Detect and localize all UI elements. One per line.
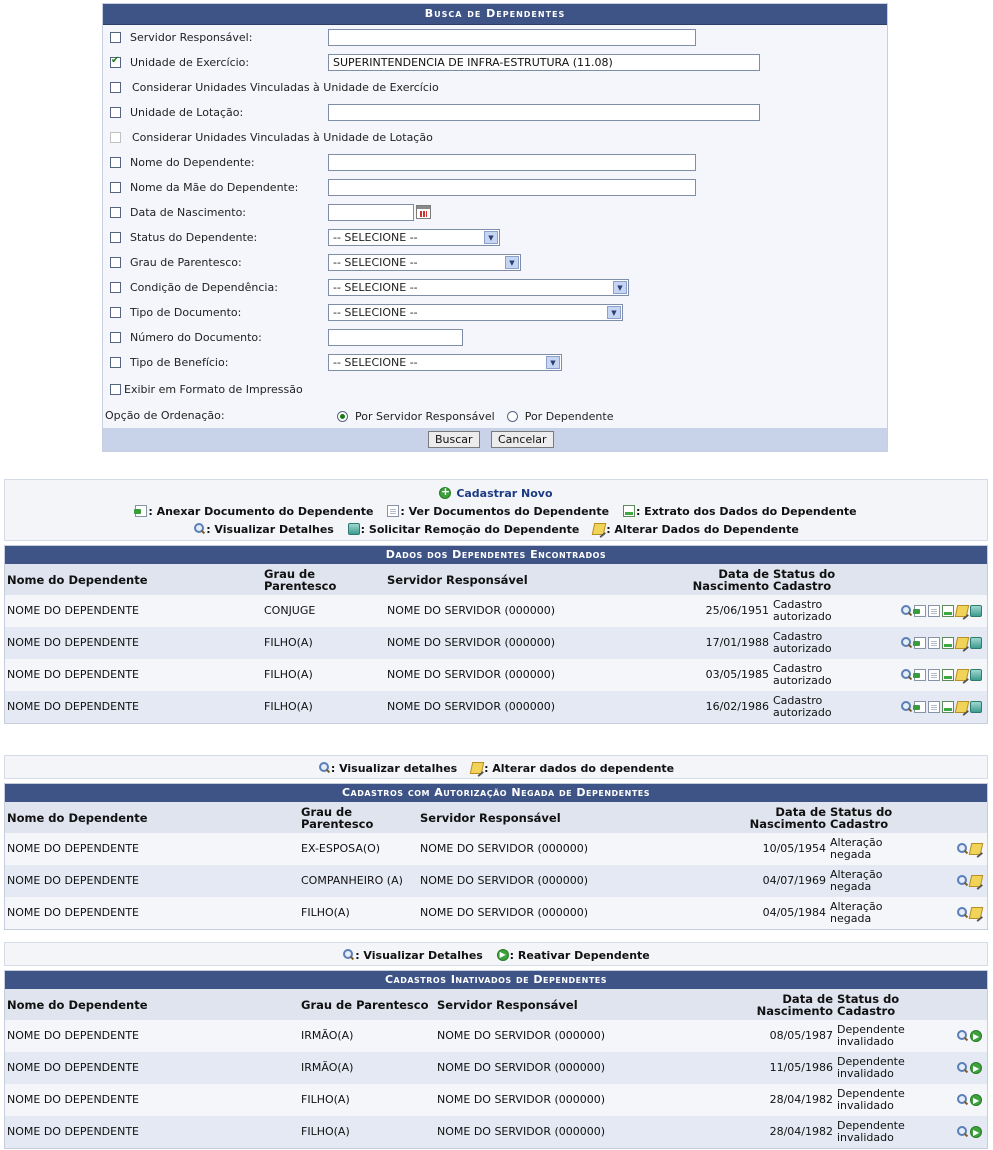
- magnifier-icon[interactable]: [956, 1126, 968, 1138]
- col-status: Status do Cadastro: [835, 989, 945, 1020]
- cell-servidor: NOME DO SERVIDOR (000000): [435, 1052, 735, 1084]
- reactivate-arrow-icon[interactable]: [970, 1094, 982, 1106]
- reactivate-arrow-icon[interactable]: [970, 1126, 982, 1138]
- row-vinc-exercicio: [110, 77, 439, 97]
- legend-line-1: [5, 505, 987, 518]
- table-header-row: [5, 564, 987, 595]
- cell-servidor: NOME DO SERVIDOR (000000): [385, 595, 685, 627]
- cell-nome: NOME DO DEPENDENTE: [5, 595, 262, 627]
- table-row: [5, 1020, 987, 1052]
- magnifier-icon[interactable]: [900, 669, 912, 681]
- cell-status: Cadastro autorizado: [771, 691, 871, 723]
- document-icon[interactable]: [928, 605, 940, 617]
- cell-servidor: NOME DO SERVIDOR (000000): [435, 1020, 735, 1052]
- servidor-label: Servidor Responsável:: [130, 30, 253, 44]
- trash-icon[interactable]: [970, 637, 982, 649]
- numero-doc-input[interactable]: [328, 329, 463, 346]
- condicao-select[interactable]: [328, 279, 629, 296]
- table-row: [5, 897, 987, 929]
- table-header-row: [5, 989, 987, 1020]
- status-select-value: -- SELECIONE --: [333, 231, 418, 244]
- row-actions: [945, 1052, 987, 1084]
- legend-ver-docs-text: : Ver Documentos do Dependente: [400, 505, 610, 518]
- table-row: [5, 1084, 987, 1116]
- col-data: Data de Nascimento: [685, 564, 771, 595]
- cell-grau: FILHO(A): [262, 691, 385, 723]
- legend2-alterar: [471, 762, 674, 775]
- tipo-doc-label: Tipo de Documento:: [130, 305, 242, 319]
- legend-anexar: [135, 505, 373, 518]
- reactivate-arrow-icon: [497, 949, 509, 961]
- legend3-reativar-text: : Reativar Dependente: [509, 949, 650, 962]
- dependentes-grid: [5, 564, 987, 723]
- cell-data: 17/01/1988: [685, 627, 771, 659]
- row-impressao: [110, 379, 303, 399]
- tipo-beneficio-select-value: -- SELECIONE --: [333, 356, 418, 369]
- legend-remocao-text: : Solicitar Remoção do Dependente: [360, 523, 580, 536]
- legend2-alterar-text: : Alterar dados do dependente: [484, 762, 675, 775]
- inativados-table-title: Cadastros Inativados de Dependentes: [5, 971, 987, 989]
- impressao-label: Exibir em Formato de Impressão: [124, 382, 303, 396]
- condicao-select-value: -- SELECIONE --: [333, 281, 418, 294]
- ordenacao-servidor-label: Por Servidor Responsável: [355, 409, 495, 423]
- magnifier-icon: [193, 523, 205, 535]
- col-acoes: [928, 802, 987, 833]
- cell-servidor: NOME DO SERVIDOR (000000): [418, 897, 728, 929]
- cell-grau: EX-ESPOSA(O): [299, 833, 418, 865]
- trash-icon[interactable]: [970, 701, 982, 713]
- nome-dependente-checkbox[interactable]: [110, 157, 121, 168]
- servidor-checkbox[interactable]: [110, 32, 121, 43]
- cell-status: Alteração negada: [828, 833, 928, 865]
- cell-grau: FILHO(A): [262, 627, 385, 659]
- attach-document-icon: [135, 505, 147, 517]
- tipo-doc-checkbox[interactable]: [110, 307, 121, 318]
- row-actions: [928, 897, 987, 929]
- statement-icon[interactable]: [942, 701, 954, 713]
- nome-mae-label: Nome da Mãe do Dependente:: [130, 180, 299, 194]
- edit-icon[interactable]: [969, 875, 984, 887]
- legend-ver-docs: [387, 505, 609, 518]
- row-nome-mae: [110, 177, 298, 197]
- cell-data: 28/04/1982: [735, 1084, 835, 1116]
- cell-status: Dependente invalidado: [835, 1020, 945, 1052]
- cell-grau: COMPANHEIRO (A): [299, 865, 418, 897]
- search-footer: [103, 428, 887, 451]
- cell-nome: NOME DO DEPENDENTE: [5, 1116, 299, 1148]
- vinc-lotacao-checkbox[interactable]: [110, 132, 121, 143]
- row-servidor: [110, 27, 252, 47]
- col-nome: Nome do Dependente: [5, 989, 299, 1020]
- negados-table-title: Cadastros com Autorização Negada de Dependentes: [5, 784, 987, 802]
- magnifier-icon[interactable]: [956, 843, 968, 855]
- document-icon: [387, 505, 399, 517]
- legend-visualizar-text: : Visualizar Detalhes: [206, 523, 334, 536]
- legend-extrato: [623, 505, 857, 518]
- row-actions: [871, 627, 987, 659]
- cell-grau: IRMÃO(A): [299, 1020, 435, 1052]
- magnifier-icon: [342, 949, 354, 961]
- cell-status: Alteração negada: [828, 865, 928, 897]
- search-panel-title: Busca de Dependentes: [103, 4, 887, 25]
- col-grau: Grau de Parentesco: [262, 564, 385, 595]
- cell-data: 16/02/1986: [685, 691, 771, 723]
- inativados-grid: [5, 989, 987, 1148]
- cell-data: 04/07/1969: [728, 865, 828, 897]
- legend2-visualizar-text: : Visualizar detalhes: [330, 762, 458, 775]
- ordenacao-dependente-radio[interactable]: [507, 411, 518, 422]
- data-nascimento-label: Data de Nascimento:: [130, 205, 247, 219]
- tipo-doc-select-value: -- SELECIONE --: [333, 306, 418, 319]
- data-nascimento-input[interactable]: [328, 204, 414, 221]
- legend-new-line: [5, 487, 987, 500]
- cell-grau: IRMÃO(A): [299, 1052, 435, 1084]
- legend-anexar-text: : Anexar Documento do Dependente: [148, 505, 374, 518]
- table-row: [5, 1052, 987, 1084]
- row-actions: [928, 833, 987, 865]
- unidade-exercicio-checkbox[interactable]: [110, 57, 121, 68]
- magnifier-icon[interactable]: [900, 701, 912, 713]
- cell-data: 28/04/1982: [735, 1116, 835, 1148]
- unidade-exercicio-input[interactable]: SUPERINTENDENCIA DE INFRA-ESTRUTURA (11.08): [328, 54, 760, 71]
- numero-doc-checkbox[interactable]: [110, 332, 121, 343]
- cell-nome: NOME DO DEPENDENTE: [5, 1084, 299, 1116]
- cell-nome: NOME DO DEPENDENTE: [5, 897, 299, 929]
- cell-status: Dependente invalidado: [835, 1116, 945, 1148]
- condicao-checkbox[interactable]: [110, 282, 121, 293]
- impressao-checkbox[interactable]: [110, 384, 121, 395]
- edit-icon: [470, 762, 485, 774]
- row-unidade-lotacao: [110, 102, 243, 122]
- legend2-visualizar: [318, 762, 457, 775]
- row-status: [110, 227, 257, 247]
- nome-dependente-label: Nome do Dependente:: [130, 155, 255, 169]
- cell-data: 11/05/1986: [735, 1052, 835, 1084]
- cell-grau: FILHO(A): [262, 659, 385, 691]
- table-row: [5, 691, 987, 723]
- row-actions: [945, 1084, 987, 1116]
- magnifier-icon: [318, 762, 330, 774]
- cell-servidor: NOME DO SERVIDOR (000000): [418, 865, 728, 897]
- cell-nome: NOME DO DEPENDENTE: [5, 1052, 299, 1084]
- cell-nome: NOME DO DEPENDENTE: [5, 833, 299, 865]
- condicao-label: Condição de Dependência:: [130, 280, 278, 294]
- unidade-exercicio-label: Unidade de Exercício:: [130, 55, 250, 69]
- cell-servidor: NOME DO SERVIDOR (000000): [435, 1116, 735, 1148]
- cell-data: 04/05/1984: [728, 897, 828, 929]
- inativados-legend: [4, 942, 988, 966]
- row-actions: [871, 691, 987, 723]
- cell-nome: NOME DO DEPENDENTE: [5, 1020, 299, 1052]
- cell-status: Cadastro autorizado: [771, 659, 871, 691]
- attach-document-icon[interactable]: [914, 605, 926, 617]
- magnifier-icon[interactable]: [900, 605, 912, 617]
- legend3-visualizar: [342, 949, 483, 962]
- cell-grau: FILHO(A): [299, 897, 418, 929]
- table-row: [5, 1116, 987, 1148]
- unidade-lotacao-input[interactable]: [328, 104, 760, 121]
- cell-nome: NOME DO DEPENDENTE: [5, 659, 262, 691]
- tipo-beneficio-label: Tipo de Benefício:: [130, 355, 229, 369]
- row-actions: [945, 1020, 987, 1052]
- cell-servidor: NOME DO SERVIDOR (000000): [385, 659, 685, 691]
- cell-nome: NOME DO DEPENDENTE: [5, 627, 262, 659]
- edit-icon[interactable]: [955, 669, 970, 681]
- vinc-lotacao-label: Considerar Unidades Vinculadas à Unidade de Lotação: [132, 130, 433, 144]
- statement-icon[interactable]: [942, 669, 954, 681]
- cell-status: Cadastro autorizado: [771, 627, 871, 659]
- tipo-beneficio-select[interactable]: [328, 354, 562, 371]
- col-nome: Nome do Dependente: [5, 802, 299, 833]
- row-data-nascimento: [110, 202, 246, 222]
- document-icon[interactable]: [928, 669, 940, 681]
- reactivate-arrow-icon[interactable]: [970, 1030, 982, 1042]
- grau-select[interactable]: [328, 254, 521, 271]
- numero-doc-label: Número do Documento:: [130, 330, 262, 344]
- cell-data: 08/05/1987: [735, 1020, 835, 1052]
- statement-icon[interactable]: [942, 605, 954, 617]
- row-actions: [871, 659, 987, 691]
- cell-servidor: NOME DO SERVIDOR (000000): [418, 833, 728, 865]
- legend-line-2: [5, 523, 987, 536]
- row-vinc-lotacao: [110, 127, 433, 147]
- legend-alterar: [593, 523, 799, 536]
- negados-grid: [5, 802, 987, 929]
- negados-table: [4, 783, 988, 930]
- magnifier-icon[interactable]: [956, 1062, 968, 1074]
- tipo-beneficio-checkbox[interactable]: [110, 357, 121, 368]
- cell-grau: CONJUGE: [262, 595, 385, 627]
- cell-status: Alteração negada: [828, 897, 928, 929]
- row-numero-doc: [110, 327, 262, 347]
- table-header-row: [5, 802, 987, 833]
- cell-data: 03/05/1985: [685, 659, 771, 691]
- grau-label: Grau de Parentesco:: [130, 255, 242, 269]
- negados-legend: [4, 755, 988, 779]
- attach-document-icon[interactable]: [914, 701, 926, 713]
- status-label: Status do Dependente:: [130, 230, 258, 244]
- col-acoes: [945, 989, 987, 1020]
- buscar-button[interactable]: Buscar: [428, 431, 480, 448]
- col-servidor: Servidor Responsável: [435, 989, 735, 1020]
- cell-grau: FILHO(A): [299, 1116, 435, 1148]
- chevron-down-icon: ▼: [607, 306, 621, 319]
- edit-icon[interactable]: [969, 843, 984, 855]
- legend2-line: [5, 762, 987, 775]
- servidor-input[interactable]: [328, 29, 696, 46]
- cell-nome: NOME DO DEPENDENTE: [5, 691, 262, 723]
- row-unidade-exercicio: [110, 52, 249, 72]
- row-condicao: [110, 277, 278, 297]
- vinc-exercicio-checkbox[interactable]: [110, 82, 121, 93]
- cell-data: 25/06/1951: [685, 595, 771, 627]
- tipo-doc-select[interactable]: [328, 304, 623, 321]
- col-grau: Grau de Parentesco: [299, 802, 418, 833]
- cell-data: 10/05/1954: [728, 833, 828, 865]
- row-actions: [928, 865, 987, 897]
- status-checkbox[interactable]: [110, 232, 121, 243]
- col-nome: Nome do Dependente: [5, 564, 262, 595]
- col-status: Status do Cadastro: [771, 564, 871, 595]
- cadastrar-novo-link[interactable]: Cadastrar Novo: [456, 487, 553, 500]
- col-servidor: Servidor Responsável: [385, 564, 685, 595]
- legend3-line: [5, 949, 987, 962]
- row-tipo-doc: [110, 302, 241, 322]
- trash-icon: [348, 523, 360, 535]
- magnifier-icon[interactable]: [900, 637, 912, 649]
- chevron-down-icon: ▼: [505, 256, 519, 269]
- document-icon[interactable]: [928, 637, 940, 649]
- document-icon[interactable]: [928, 701, 940, 713]
- cell-status: Cadastro autorizado: [771, 595, 871, 627]
- cancelar-button[interactable]: Cancelar: [491, 431, 554, 448]
- table-row: [5, 833, 987, 865]
- magnifier-icon[interactable]: [956, 907, 968, 919]
- nome-mae-checkbox[interactable]: [110, 182, 121, 193]
- ordenacao-options: [337, 406, 613, 426]
- unidade-lotacao-checkbox[interactable]: [110, 107, 121, 118]
- statement-icon: [623, 505, 635, 517]
- grau-checkbox[interactable]: [110, 257, 121, 268]
- cell-servidor: NOME DO SERVIDOR (000000): [435, 1084, 735, 1116]
- table-row: [5, 627, 987, 659]
- row-ordenacao: [105, 405, 225, 425]
- ordenacao-servidor-radio[interactable]: [337, 411, 348, 422]
- col-grau: Grau de Parentesco: [299, 989, 435, 1020]
- cell-servidor: NOME DO SERVIDOR (000000): [385, 691, 685, 723]
- ordenacao-dependente-label: Por Dependente: [524, 409, 614, 423]
- chevron-down-icon: ▼: [546, 356, 560, 369]
- edit-icon: [592, 523, 607, 535]
- cell-status: Dependente invalidado: [835, 1052, 945, 1084]
- edit-icon[interactable]: [955, 701, 970, 713]
- row-nome-dependente: [110, 152, 255, 172]
- col-status: Status do Cadastro: [828, 802, 928, 833]
- unidade-lotacao-label: Unidade de Lotação:: [130, 105, 244, 119]
- magnifier-icon[interactable]: [956, 1030, 968, 1042]
- col-data: Data de Nascimento: [735, 989, 835, 1020]
- attach-document-icon[interactable]: [914, 637, 926, 649]
- attach-document-icon[interactable]: [914, 669, 926, 681]
- chevron-down-icon: ▼: [484, 231, 498, 244]
- cell-grau: FILHO(A): [299, 1084, 435, 1116]
- magnifier-icon[interactable]: [956, 875, 968, 887]
- legend-alterar-text: : Alterar Dados do Dependente: [606, 523, 799, 536]
- data-nascimento-checkbox[interactable]: [110, 207, 121, 218]
- magnifier-icon[interactable]: [956, 1094, 968, 1106]
- status-select[interactable]: [328, 229, 500, 246]
- cell-status: Dependente invalidado: [835, 1084, 945, 1116]
- row-actions: [945, 1116, 987, 1148]
- col-acoes: [871, 564, 987, 595]
- row-tipo-beneficio: [110, 352, 228, 372]
- table-row: [5, 595, 987, 627]
- reactivate-arrow-icon[interactable]: [970, 1062, 982, 1074]
- edit-icon[interactable]: [955, 605, 970, 617]
- statement-icon[interactable]: [942, 637, 954, 649]
- edit-icon[interactable]: [955, 637, 970, 649]
- nome-dependente-input[interactable]: [328, 154, 696, 171]
- chevron-down-icon: ▼: [613, 281, 627, 294]
- plus-icon[interactable]: [439, 487, 451, 499]
- trash-icon[interactable]: [970, 605, 982, 617]
- col-servidor: Servidor Responsável: [418, 802, 728, 833]
- actions-legend: [4, 479, 988, 541]
- table-row: [5, 865, 987, 897]
- vinc-exercicio-label: Considerar Unidades Vinculadas à Unidade de Exercício: [132, 80, 439, 94]
- calendar-icon[interactable]: [416, 205, 431, 219]
- cell-servidor: NOME DO SERVIDOR (000000): [385, 627, 685, 659]
- dependentes-table-title: Dados dos Dependentes Encontrados: [5, 546, 987, 564]
- table-row: [5, 659, 987, 691]
- legend3-visualizar-text: : Visualizar Detalhes: [355, 949, 483, 962]
- row-actions: [871, 595, 987, 627]
- cell-nome: NOME DO DEPENDENTE: [5, 865, 299, 897]
- dependentes-table: [4, 545, 988, 724]
- col-data: Data de Nascimento: [728, 802, 828, 833]
- legend-extrato-text: : Extrato dos Dados do Dependente: [635, 505, 857, 518]
- legend-remocao: [348, 523, 580, 536]
- legend-visualizar: [193, 523, 334, 536]
- search-panel: [102, 3, 888, 452]
- trash-icon[interactable]: [970, 669, 982, 681]
- legend3-reativar: [497, 949, 650, 962]
- edit-icon[interactable]: [969, 907, 984, 919]
- nome-mae-input[interactable]: [328, 179, 696, 196]
- ordenacao-label: Opção de Ordenação:: [105, 408, 225, 422]
- grau-select-value: -- SELECIONE --: [333, 256, 418, 269]
- row-grau: [110, 252, 242, 272]
- inativados-table: [4, 970, 988, 1149]
